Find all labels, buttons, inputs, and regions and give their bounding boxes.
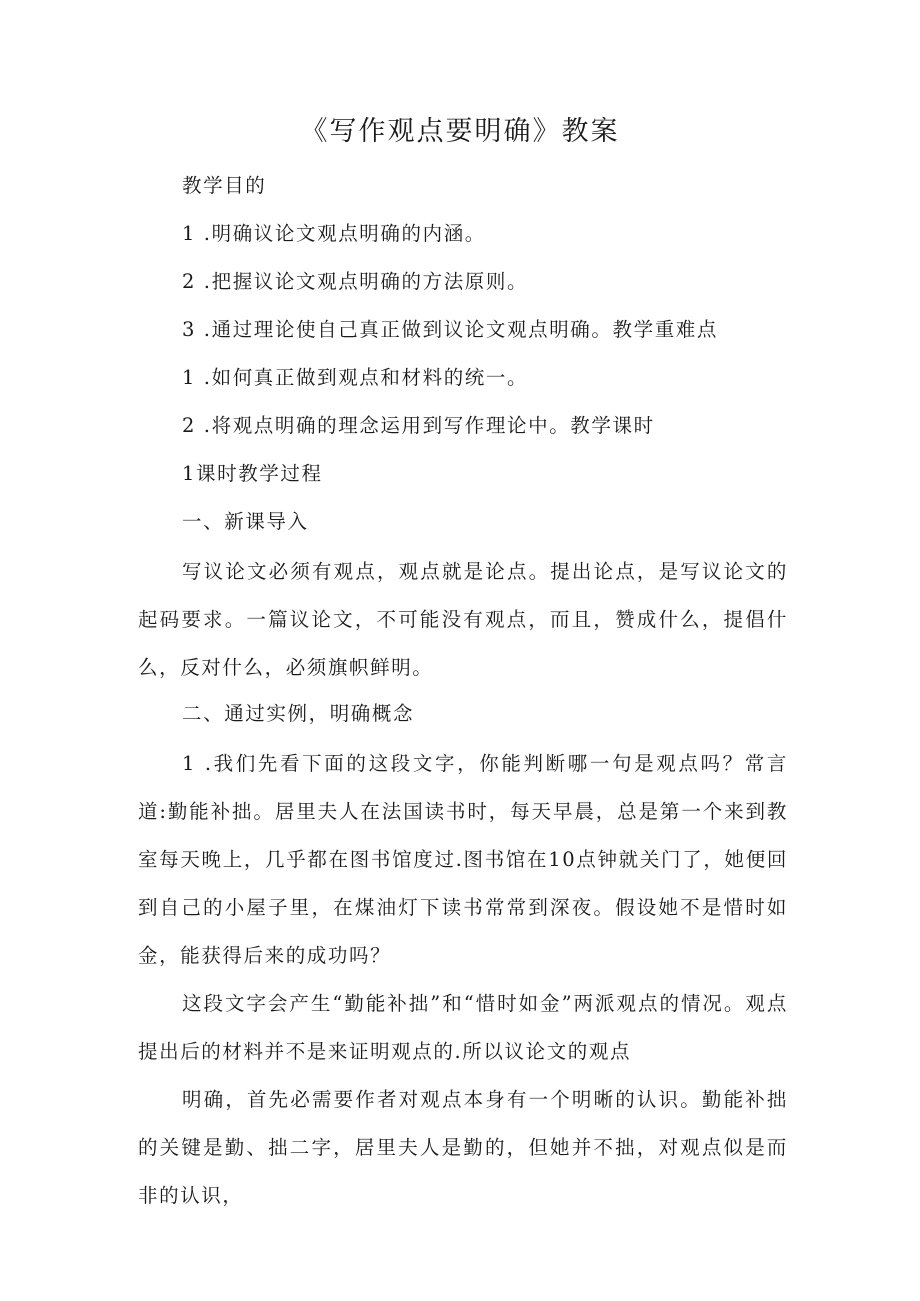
section2-paragraph-3: 明确，首先必需要作者对观点本身有一个明晰的认识。勤能补拙的关键是勤、拙二字，居里夫人是勤的，但她并不拙，对观点似是而非的认识，	[138, 1088, 788, 1207]
document-title: 《写作观点要明确》教案	[300, 116, 620, 147]
section2-paragraph-1: 1 .我们先看下面的这段文字，你能判断哪一句是观点吗？常言道:勤能补拙。居里夫人在法国读书时，每天早晨，总是第一个来到教室每天晚上，几乎都在图书馆度过.图书馆在10点钟就关门了，她便回到自己的小屋子里，在煤油灯下读书常常到深夜。假设她不是惜时如金，能获得后来的成功吗？	[138, 752, 788, 967]
periods-line: 1课时教学过程	[182, 462, 323, 485]
difficulty-item-1: 1 .如何真正做到观点和材料的统一。	[182, 366, 529, 389]
section2-heading: 二、通过实例，明确概念	[182, 702, 415, 725]
objective-item-2: 2 .把握议论文观点明确的方法原则。	[182, 270, 529, 293]
objectives-heading: 教学目的	[182, 174, 267, 197]
objective-item-3: 3 .通过理论使自己真正做到议论文观点明确。教学重难点	[182, 318, 719, 341]
difficulty-item-2: 2 .将观点明确的理念运用到写作理论中。教学课时	[182, 414, 655, 437]
section1-paragraph: 写议论文必须有观点，观点就是论点。提出论点，是写议论文的起码要求。一篇议论文，不可能没有观点，而且，赞成什么，提倡什么，反对什么，必须旗帜鲜明。	[138, 560, 788, 679]
section1-heading: 一、新课导入	[182, 510, 309, 533]
objective-item-1: 1 .明确议论文观点明确的内涵。	[182, 222, 486, 245]
section2-paragraph-2: 这段文字会产生“勤能补拙”和“惜时如金”两派观点的情况。观点提出后的材料并不是来证明观点的.所以议论文的观点	[138, 992, 788, 1063]
